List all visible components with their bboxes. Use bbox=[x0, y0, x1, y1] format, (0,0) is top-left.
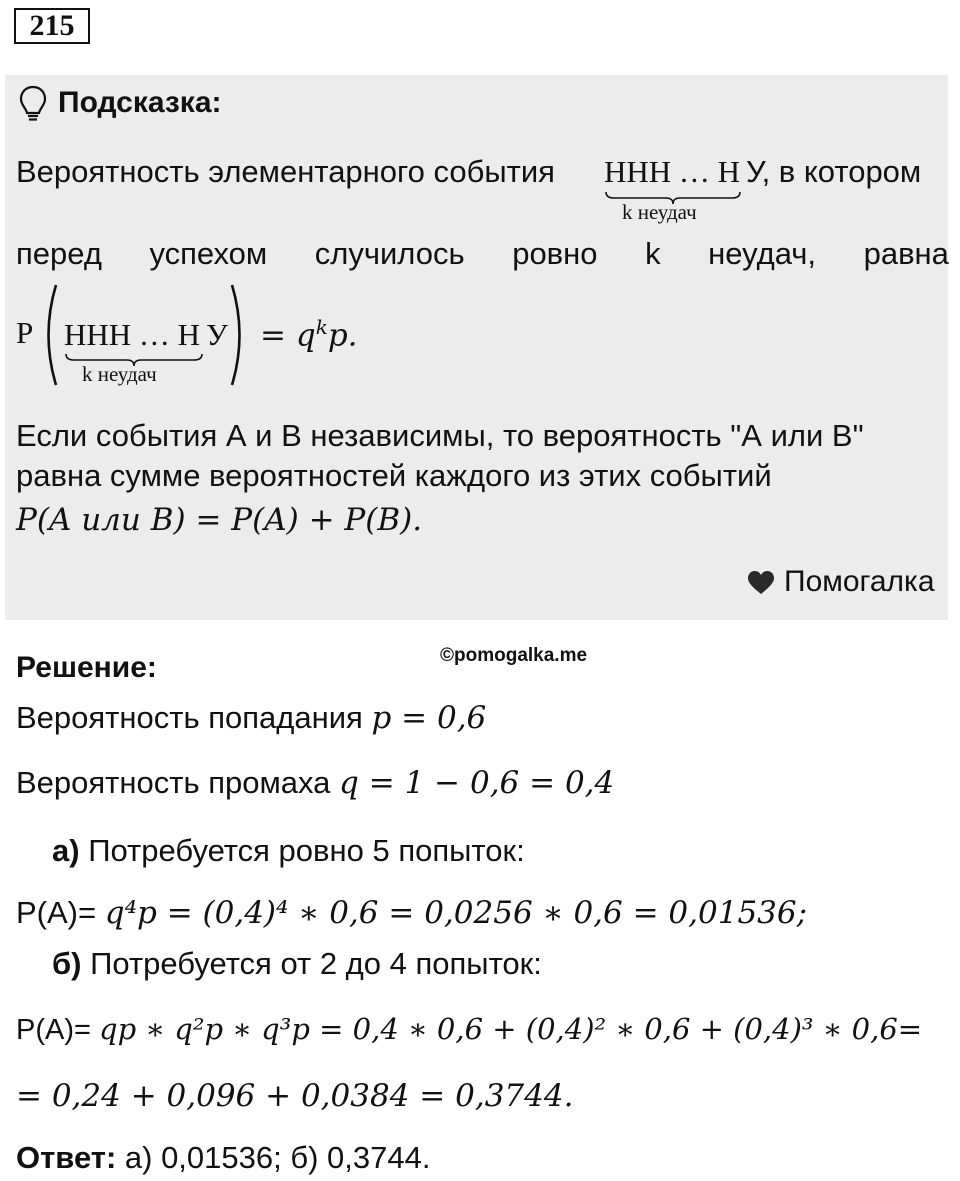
lightbulb-icon bbox=[18, 84, 48, 124]
hint-text-line2 bbox=[16, 236, 949, 272]
q-line: Вероятность промаха q = 1 − 0,6 = 0,4 bbox=[16, 765, 615, 801]
part-b-label: б) bbox=[52, 946, 82, 981]
formula2: P(A или B) = P(A) + P(B). bbox=[16, 502, 423, 538]
p-formula: p = 0,6 bbox=[371, 700, 487, 736]
part-b-formula-2: = 0,24 + 0,096 + 0,0384 = 0,3744. bbox=[16, 1078, 574, 1114]
word: перед bbox=[16, 236, 102, 271]
underbrace-label: k неудач bbox=[622, 200, 697, 224]
part-a-heading: а) Потребуется ровно 5 попыток: bbox=[52, 833, 525, 868]
answer-label: Ответ: bbox=[16, 1140, 117, 1175]
word: успехом bbox=[149, 236, 268, 271]
watermark: ©pomogalka.me bbox=[440, 645, 588, 666]
word: k bbox=[645, 236, 661, 271]
answer-line: Ответ: а) 0,01536; б) 0,3744. bbox=[16, 1140, 431, 1175]
part-b-formula-line: P(A)= qp ∗ q²p ∗ q³p = 0,4 ∗ 0,6 + (0,4)² ∗ 0,6 + (0,4)³ ∗ 0,6= bbox=[16, 1012, 923, 1046]
part-b-heading: б) Потребуется от 2 до 4 попыток: bbox=[52, 946, 542, 981]
task-number: 215 bbox=[14, 8, 90, 44]
part-a-label: а) bbox=[52, 833, 80, 868]
formula1-sequence: ННН … Н bbox=[64, 317, 201, 352]
word: случилось bbox=[314, 236, 465, 271]
hint-text-line1-end: У, в котором bbox=[746, 154, 922, 189]
word: неудач, bbox=[708, 236, 817, 271]
sequence-text: ННН … Н bbox=[604, 154, 741, 189]
hint-text-line1: Вероятность элементарного события bbox=[16, 154, 555, 189]
right-paren-icon bbox=[228, 282, 250, 388]
hint-text-para2-line2: равна сумме вероятностей каждого из этих событий bbox=[16, 458, 772, 493]
underbrace-label: k неудач bbox=[82, 362, 157, 386]
formula1-exponent: k bbox=[315, 315, 328, 339]
word: равна bbox=[863, 236, 949, 271]
part-b-formula: qp ∗ q²p ∗ q³p = 0,4 ∗ 0,6 + (0,4)² ∗ 0,6 + (0,4)³ ∗ 0,6= bbox=[99, 1012, 923, 1046]
part-a-formula: q⁴p = (0,4)⁴ ∗ 0,6 = 0,0256 ∗ 0,6 = 0,01536; bbox=[104, 895, 808, 931]
hint-title: Подсказка: bbox=[58, 86, 222, 119]
p-line: Вероятность попадания p = 0,6 bbox=[16, 700, 487, 736]
hint-text-para2-line1: Если события А и В независимы, то вероятность "А или В" bbox=[16, 418, 864, 453]
formula1-rhs: = $q^kp$. bbox=[260, 315, 358, 354]
formula1-U: У bbox=[206, 317, 228, 352]
heart-icon bbox=[747, 570, 775, 596]
left-paren-icon bbox=[38, 282, 60, 388]
part-a-formula-line: P(A)= q⁴p = (0,4)⁴ ∗ 0,6 = 0,0256 ∗ 0,6 = 0,01536; bbox=[16, 895, 808, 931]
word: ровно bbox=[512, 236, 598, 271]
q-formula: q = 1 − 0,6 = 0,4 bbox=[339, 765, 615, 801]
brand-label: Помогалка bbox=[784, 565, 935, 598]
solution-title: Решение: bbox=[16, 651, 157, 684]
formula1-P: P bbox=[16, 315, 34, 350]
